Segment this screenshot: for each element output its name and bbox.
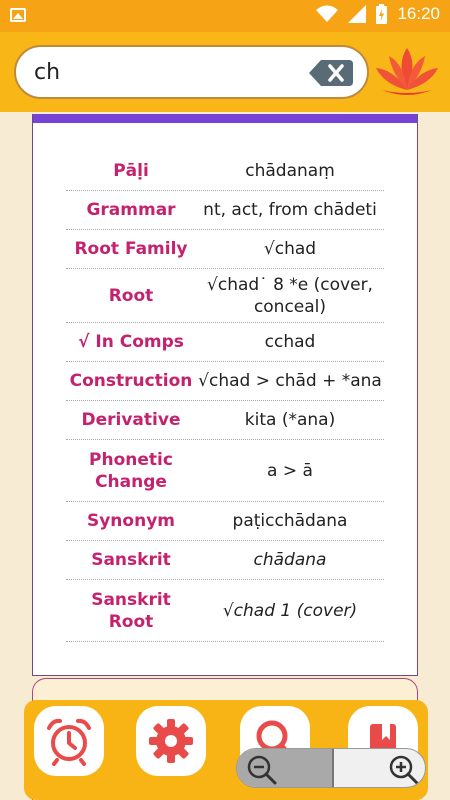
wifi-icon bbox=[316, 5, 338, 23]
zoom-out-icon[interactable] bbox=[245, 753, 279, 787]
battery-charging-icon bbox=[376, 4, 387, 24]
row-label: Synonym bbox=[86, 511, 175, 531]
table-row bbox=[66, 401, 384, 440]
status-time: 16:20 bbox=[397, 4, 440, 23]
table-row bbox=[66, 152, 384, 191]
clear-search-icon[interactable] bbox=[309, 60, 353, 86]
row-value: √chad > chād + *ana bbox=[198, 371, 382, 391]
table-row bbox=[66, 440, 384, 502]
row-label: Grammar bbox=[86, 200, 176, 220]
row-value: nt, act, from chādeti bbox=[203, 200, 377, 220]
row-label: Pāḷi bbox=[113, 161, 149, 181]
table-row bbox=[66, 362, 384, 401]
table-row bbox=[66, 191, 384, 230]
lotus-logo-icon[interactable] bbox=[374, 44, 440, 100]
entry-card bbox=[32, 114, 418, 676]
row-value: chādanaṃ bbox=[245, 161, 335, 181]
table-row bbox=[66, 323, 384, 362]
row-value: √chad bbox=[263, 239, 317, 259]
row-value: a > ā bbox=[267, 460, 313, 481]
table-row bbox=[66, 502, 384, 541]
table-row bbox=[66, 269, 384, 323]
zoom-in-icon[interactable] bbox=[387, 753, 421, 787]
search-input[interactable] bbox=[34, 55, 304, 89]
status-bar bbox=[0, 0, 450, 32]
zoom-control bbox=[236, 748, 426, 788]
entry-table bbox=[66, 152, 384, 642]
table-row bbox=[66, 580, 384, 642]
row-value: chādana bbox=[253, 550, 327, 570]
row-label: Derivative bbox=[81, 410, 181, 430]
row-value: kita (*ana) bbox=[244, 410, 336, 430]
row-label: Sanskrit bbox=[91, 550, 171, 570]
row-value: √chad˙ 8 *e (cover, conceal) bbox=[207, 274, 373, 317]
search-box[interactable] bbox=[14, 45, 369, 99]
alarm-button[interactable] bbox=[34, 706, 104, 776]
table-row bbox=[66, 541, 384, 580]
signal-icon bbox=[348, 5, 366, 23]
row-label: Sanskrit Root bbox=[91, 589, 171, 632]
alarm-clock-icon bbox=[44, 716, 94, 766]
status-bar-right bbox=[316, 4, 440, 24]
row-value: cchad bbox=[264, 332, 316, 352]
gallery-notification-icon bbox=[10, 8, 26, 22]
card-top-accent bbox=[33, 114, 417, 123]
zoom-divider bbox=[332, 749, 334, 788]
app-header bbox=[0, 32, 450, 112]
table-row bbox=[66, 230, 384, 269]
row-label: Construction bbox=[69, 371, 193, 391]
row-label: Root bbox=[108, 285, 154, 306]
row-value: paṭicchādana bbox=[232, 511, 348, 531]
row-label: Phonetic Change bbox=[89, 449, 173, 492]
row-label: √ In Comps bbox=[78, 332, 184, 352]
row-label: Root Family bbox=[74, 239, 188, 259]
gear-icon bbox=[146, 716, 196, 766]
row-value: √chad 1 (cover) bbox=[222, 600, 358, 621]
settings-button[interactable] bbox=[136, 706, 206, 776]
